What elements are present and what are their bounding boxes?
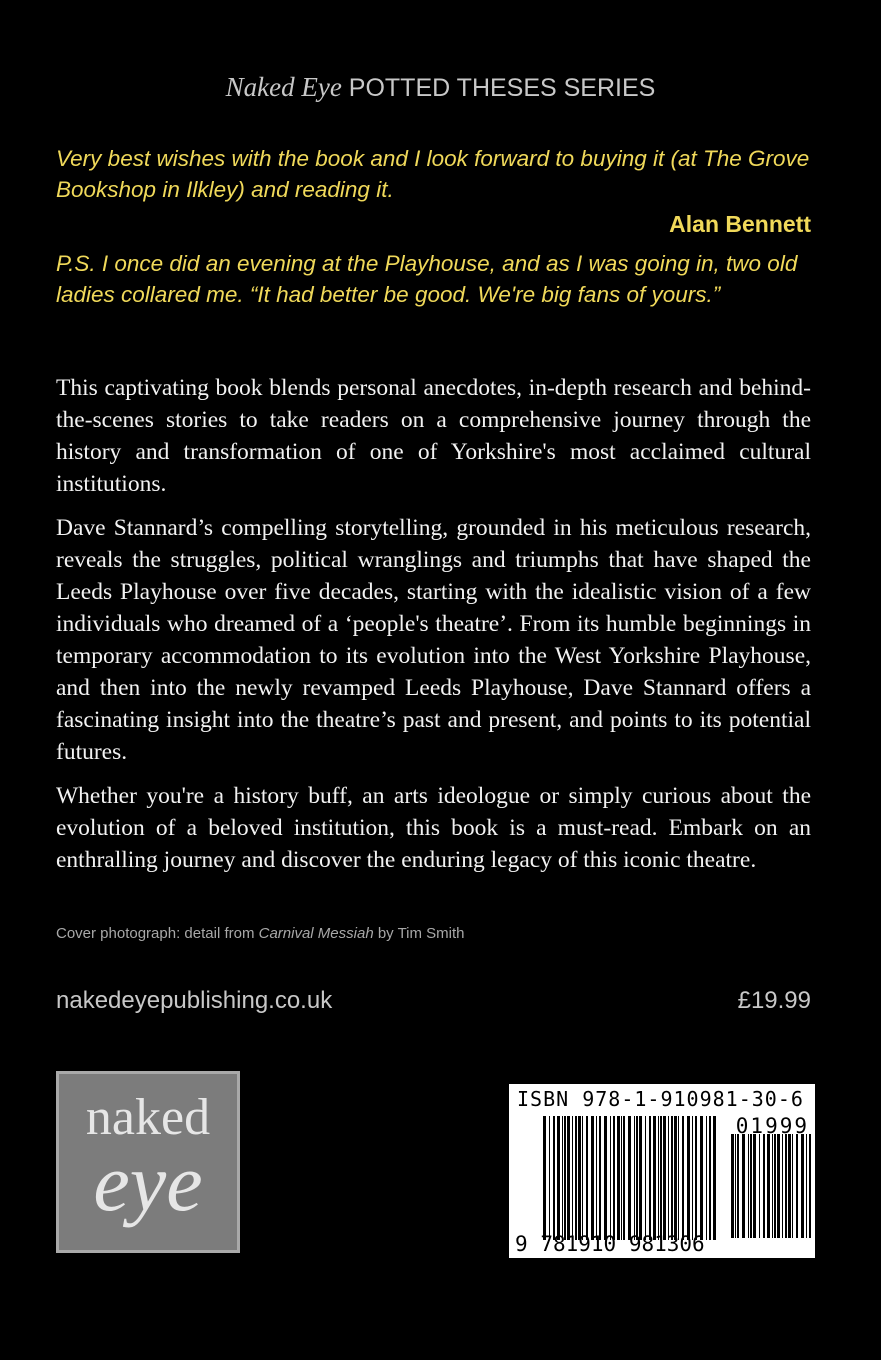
barcode-bar bbox=[613, 1116, 615, 1240]
ean-digits bbox=[515, 1232, 705, 1256]
barcode-bar bbox=[763, 1134, 765, 1238]
ean-left: 781910 bbox=[540, 1232, 617, 1256]
logo-line2: eye bbox=[93, 1137, 203, 1228]
barcode-bar bbox=[737, 1134, 739, 1238]
barcode-bar bbox=[543, 1116, 546, 1240]
barcode-bar bbox=[557, 1116, 560, 1240]
barcode-bar bbox=[586, 1116, 588, 1240]
blurb-paragraph: Dave Stannard’s compelling storytelling, grounded in his meticulous research, reveals the struggles, political wranglings and triumphs that have shaped the Leeds Playhouse over five decades, starting with the idealistic vision of a few individuals who dreamed of a ‘people's theatre’. From its humble beginnings in temporary accommodation to its evolution into the West Yorkshire Playhouse, and then into the newly revamped Leeds Playhouse, Dave Stannard offers a fascinating insight into the theatre’s past and present, and points to its potential futures. bbox=[56, 515, 811, 765]
barcode-bar bbox=[801, 1134, 804, 1238]
barcode-bar bbox=[634, 1116, 635, 1240]
series-brand: Naked Eye bbox=[225, 72, 342, 102]
barcode-bar bbox=[788, 1134, 791, 1238]
endorsement-quote: Very best wishes with the book and I look forward to buying it (at The Grove Bookshop in Ilkley) and reading it. bbox=[56, 146, 810, 202]
barcode-bar bbox=[671, 1116, 673, 1240]
barcode-bar bbox=[562, 1116, 563, 1240]
price-addon: 01999 bbox=[735, 1114, 809, 1138]
barcode-bar bbox=[628, 1116, 631, 1240]
barcode-bar bbox=[782, 1134, 783, 1238]
barcode-bar bbox=[553, 1116, 555, 1240]
barcode-bar bbox=[748, 1134, 749, 1238]
barcode-bar bbox=[750, 1134, 752, 1238]
barcode-bar bbox=[617, 1116, 620, 1240]
barcode-bar bbox=[596, 1116, 597, 1240]
blurb-paragraph: Whether you're a history buff, an arts ideologue or simply curious about the evolution of a beloved institution, this book is a must-read. Embark on an enthralling journey and discover the enduring legacy of this iconic theatre. bbox=[56, 783, 811, 873]
barcode-bar bbox=[645, 1116, 646, 1240]
barcode-bar bbox=[767, 1134, 770, 1238]
barcode-bar bbox=[668, 1116, 669, 1240]
barcode-bar bbox=[796, 1134, 798, 1238]
barcode-bar bbox=[623, 1116, 625, 1240]
barcode-bar bbox=[777, 1134, 780, 1238]
credit-title: Carnival Messiah bbox=[258, 925, 374, 942]
barcode-bar bbox=[759, 1134, 760, 1238]
ean-right: 981306 bbox=[628, 1232, 705, 1256]
barcode-bar bbox=[695, 1116, 697, 1240]
barcode-bar bbox=[674, 1116, 677, 1240]
barcode-bar bbox=[682, 1116, 684, 1240]
barcode-bar bbox=[785, 1134, 787, 1238]
barcode-bar bbox=[610, 1116, 611, 1240]
barcode-bar bbox=[639, 1116, 642, 1240]
barcode-bar bbox=[774, 1134, 776, 1238]
publisher-logo bbox=[56, 1071, 240, 1253]
ean-first: 9 bbox=[515, 1232, 528, 1256]
endorsement-author: Alan Bennett bbox=[669, 211, 811, 237]
photo-credit bbox=[56, 925, 465, 942]
barcode-bar bbox=[578, 1116, 581, 1240]
barcode-bar bbox=[731, 1134, 734, 1238]
barcode-bar bbox=[572, 1116, 573, 1240]
barcode-bar bbox=[636, 1116, 638, 1240]
barcode-bar bbox=[735, 1134, 736, 1238]
logo-line1: naked bbox=[85, 1089, 211, 1146]
barcode-bar bbox=[649, 1116, 651, 1240]
barcode-bar bbox=[692, 1116, 693, 1240]
barcode-bar bbox=[687, 1116, 690, 1240]
barcode-bar bbox=[599, 1116, 601, 1240]
barcode-bar bbox=[567, 1116, 570, 1240]
isbn-barcode bbox=[509, 1084, 815, 1258]
barcode-bar bbox=[604, 1116, 607, 1240]
barcode-bar bbox=[582, 1116, 583, 1240]
barcode-bar bbox=[660, 1116, 662, 1240]
price: £19.99 bbox=[737, 987, 811, 1014]
barcode-bar bbox=[663, 1116, 666, 1240]
barcode-bar bbox=[742, 1134, 745, 1238]
barcode-bar bbox=[575, 1116, 577, 1240]
barcode-bar bbox=[713, 1116, 716, 1240]
series-title bbox=[0, 72, 881, 103]
barcode-bar bbox=[653, 1116, 656, 1240]
barcode-bar bbox=[753, 1134, 756, 1238]
barcode-bar bbox=[706, 1116, 707, 1240]
endorsement-postscript: P.S. I once did an evening at the Playhouse, and as I was going in, two old ladies collared me. “It had better be good. We're big fans of yours.” bbox=[56, 251, 798, 307]
credit-prefix: Cover photograph: detail from bbox=[56, 925, 259, 942]
barcode-bar bbox=[806, 1134, 807, 1238]
barcode-bar bbox=[792, 1134, 793, 1238]
barcode-bar bbox=[709, 1116, 711, 1240]
website: nakedeyepublishing.co.uk bbox=[56, 987, 333, 1014]
barcode-bar bbox=[591, 1116, 594, 1240]
barcode-bar bbox=[700, 1116, 703, 1240]
isbn-text: ISBN 978-1-910981-30-6 bbox=[517, 1087, 804, 1111]
blurb-paragraph: This captivating book blends personal anecdotes, in-depth research and behind-the-scenes stories to take readers on a comprehensive journey through the history and transformation of one of Yorkshire's most acclaimed cultural institutions. bbox=[56, 375, 811, 497]
barcode-bar bbox=[564, 1116, 566, 1240]
barcode-bar bbox=[809, 1134, 811, 1238]
barcode-bar bbox=[549, 1116, 550, 1240]
series-label: POTTED THESES SERIES bbox=[348, 74, 656, 102]
barcode-bar bbox=[658, 1116, 659, 1240]
barcode-bar bbox=[678, 1116, 679, 1240]
blurb bbox=[56, 372, 811, 888]
credit-suffix: by Tim Smith bbox=[373, 925, 465, 942]
barcode-bar bbox=[621, 1116, 622, 1240]
barcode-bar bbox=[772, 1134, 773, 1238]
